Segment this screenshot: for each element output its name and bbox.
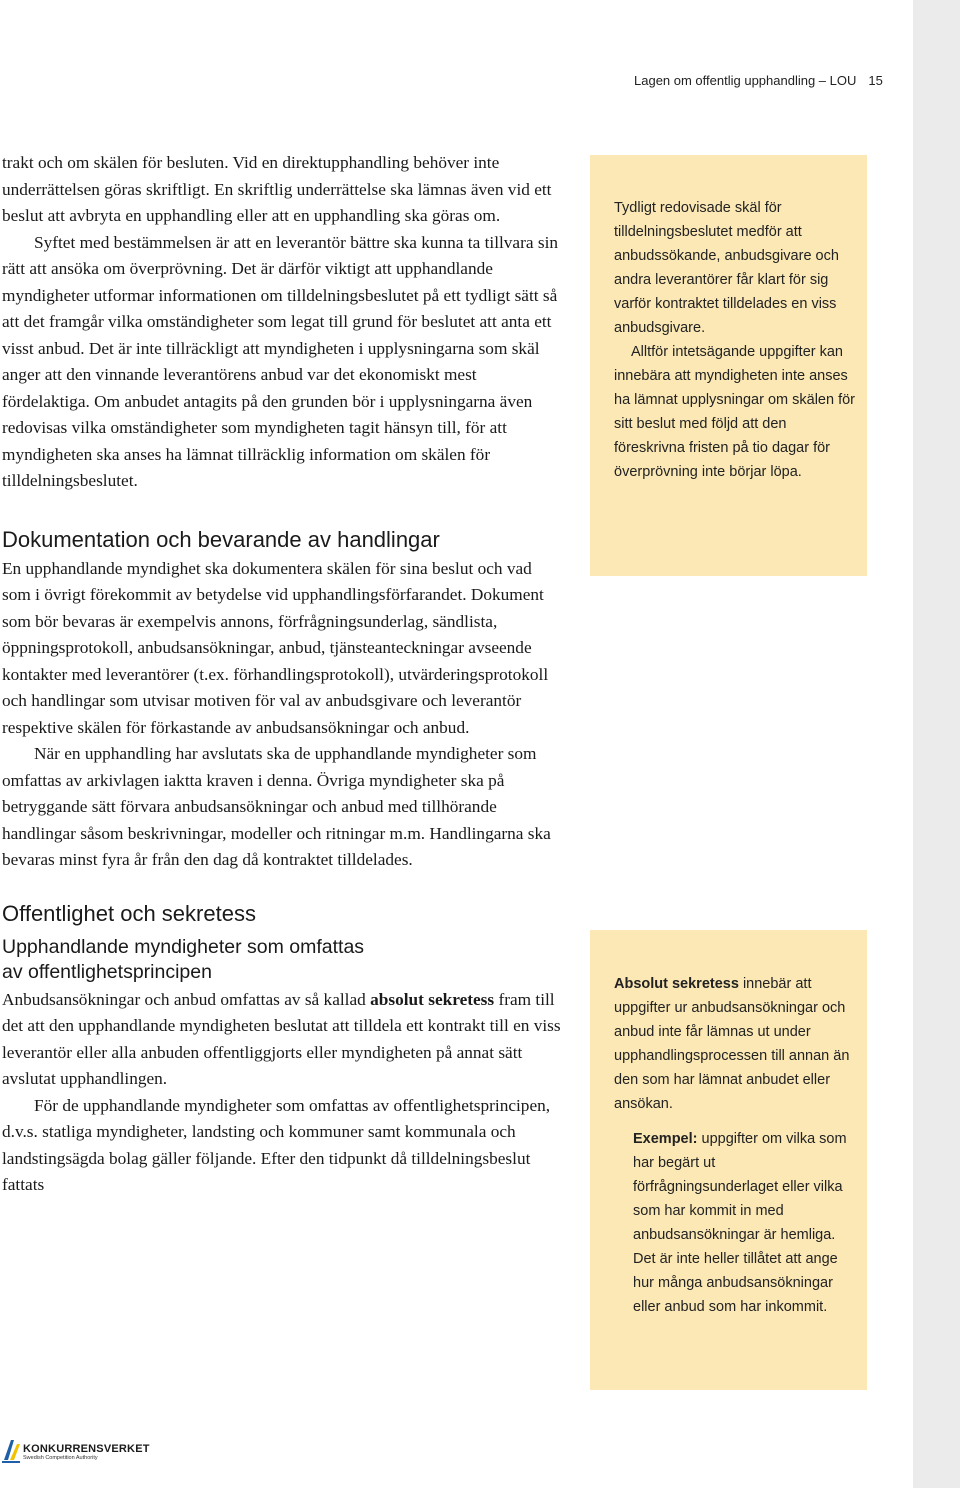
logo-mark-icon [2, 1436, 22, 1464]
paragraph-offentlighetsprincipen: För de upphandlande myndigheter som omfattas av offentlighetsprincipen, d.v.s. statliga myndigheter, landsting och kommuner samt kommunala och landstingsägda bolag gäller följande. Efter den tidpunkt då tilldelningsbeslut fattats [2, 1095, 551, 1194]
running-title: Lagen om offentlig upphandling – LOU [634, 73, 857, 88]
callout-box-skal [590, 155, 867, 576]
heading-offentlighet: Offentlighet och sekretess [2, 900, 256, 926]
page-number: 15 [868, 73, 883, 88]
subheading-line-2: av offentlighetsprincipen [2, 960, 212, 983]
running-header [634, 73, 904, 93]
paragraph-absolut-sekretess [2, 987, 562, 1093]
main-column [2, 150, 562, 1199]
callout-paragraph: Alltför intetsägande uppgifter kan innebära att myndigheten inte anses ha lämnat upplysningar om skälen för sitt beslut med följd att den föreskrivna fristen på tio dagar för överprövning inte börjar löpa. [614, 344, 855, 480]
subheading-line-1: Upphandlande myndigheter som omfattas [2, 935, 365, 958]
subheading-upphandlande [2, 935, 562, 985]
callout-box-sekretess [590, 930, 867, 1390]
bold-term: Absolut sekretess [614, 976, 739, 992]
text-run: innebär att uppgifter ur anbudsansökningar och anbud inte får lämnas ut under upphandlingsprocessen till annan än den som har lämnat anbudet eller ansökan. [614, 976, 850, 1112]
callout-example [633, 1127, 859, 1319]
paragraph-arkivlagen: När en upphandling har avslutats ska de upphandlande myndigheter som omfattas av arkivlagen iaktta kraven i denna. Övriga myndigheter ska på betryggande sätt förvara anbudsansökningar och anbud med tillhörande handlingar såsom beskrivningar, modeller och ritningar m.m. Handlingarna ska bevaras minst fyra år från den dag då kontraktet tilldelades. [2, 744, 551, 869]
konkurrensverket-logo [2, 1436, 150, 1466]
paragraph-dokumentera: En upphandlande myndighet ska dokumentera skälen för sina beslut och vad som i övrigt förekommit av betydelse vid upphandlingsförfarandet. Dokument som bör bevaras är exempelvis annons, förfrågningsunderlag, sändlista, öppningsprotokoll, anbudsansökningar, anbud, tjänsteanteckningar avseende kontakter med leverantörer (t.ex. förhandlingsprotokoll), utvärderingsprotokoll och handlingar som utvisar motiven för val av anbudsgivare och leverantör respektive skälen för förkastande av anbudsansökningar och anbud. [2, 558, 549, 737]
right-margin-band [913, 0, 960, 1488]
callout-paragraph [614, 972, 859, 1116]
logo-name: KONKURRENSVERKET [23, 1443, 150, 1455]
heading-dokumentation: Dokumentation och bevarande av handlingar [2, 526, 440, 552]
text-run: fram till det att den upphandlande myndigheten beslutat att tilldela ett kontrakt till en viss leverantör eller alla anbuden offentliggjorts eller myndigheten på annat sätt avslutat upphandlingen. [2, 989, 561, 1088]
example-label: Exempel: [633, 1131, 698, 1147]
text-run: Anbudsansökningar och anbud omfattas av så kallad [2, 989, 371, 1009]
bold-term: absolut sekretess [370, 989, 495, 1009]
callout-paragraph: Tydligt redovisade skäl för tilldelningsbeslutet medför att anbudssökande, anbudsgivare och andra leverantörer får klart för sig varför kontraktet tilldelades en viss anbudsgivare. [614, 200, 839, 336]
paragraph-underrattelse: trakt och om skälen för besluten. Vid en direktupphandling behöver inte underrättelsen göras skriftligt. En skriftlig underrättelse ska lämnas även vid ett beslut att avbryta en upphandling eller att en upphandling ska göras om. [2, 153, 552, 225]
text-run: uppgifter om vilka som har begärt ut förfrågningsunderlaget eller vilka som har kommit in med anbudsansökningar är hemliga. Det är inte heller tillåtet att ange hur många anbudsansökningar eller anbud som har inkommit. [633, 1131, 847, 1315]
paragraph-syftet: Syftet med bestämmelsen är att en leverantör bättre ska kunna ta tillvara sin rätt att ansöka om överprövning. Det är därför viktigt att upphandlande myndigheter utformar informationen om tilldelningsbeslutet på ett tydligt sätt så att det framgår vilka omständigheter som legat till grund för beslutet att anta ett visst anbud. Det är inte tillräckligt att myndigheten i upplysningarna som skäl anger att den vinnande leverantörens anbud var det ekonomiskt mest fördelaktiga. Om anbudet antagits på den grunden bör i upplysningarna även redovisas vilka omständigheter som myndigheten tagit hänsyn till, för att myndigheten ska anses ha lämnat tillräcklig information om skälen för tilldelningsbeslutet. [2, 232, 559, 490]
logo-subtitle: Swedish Competition Authority [23, 1455, 98, 1461]
